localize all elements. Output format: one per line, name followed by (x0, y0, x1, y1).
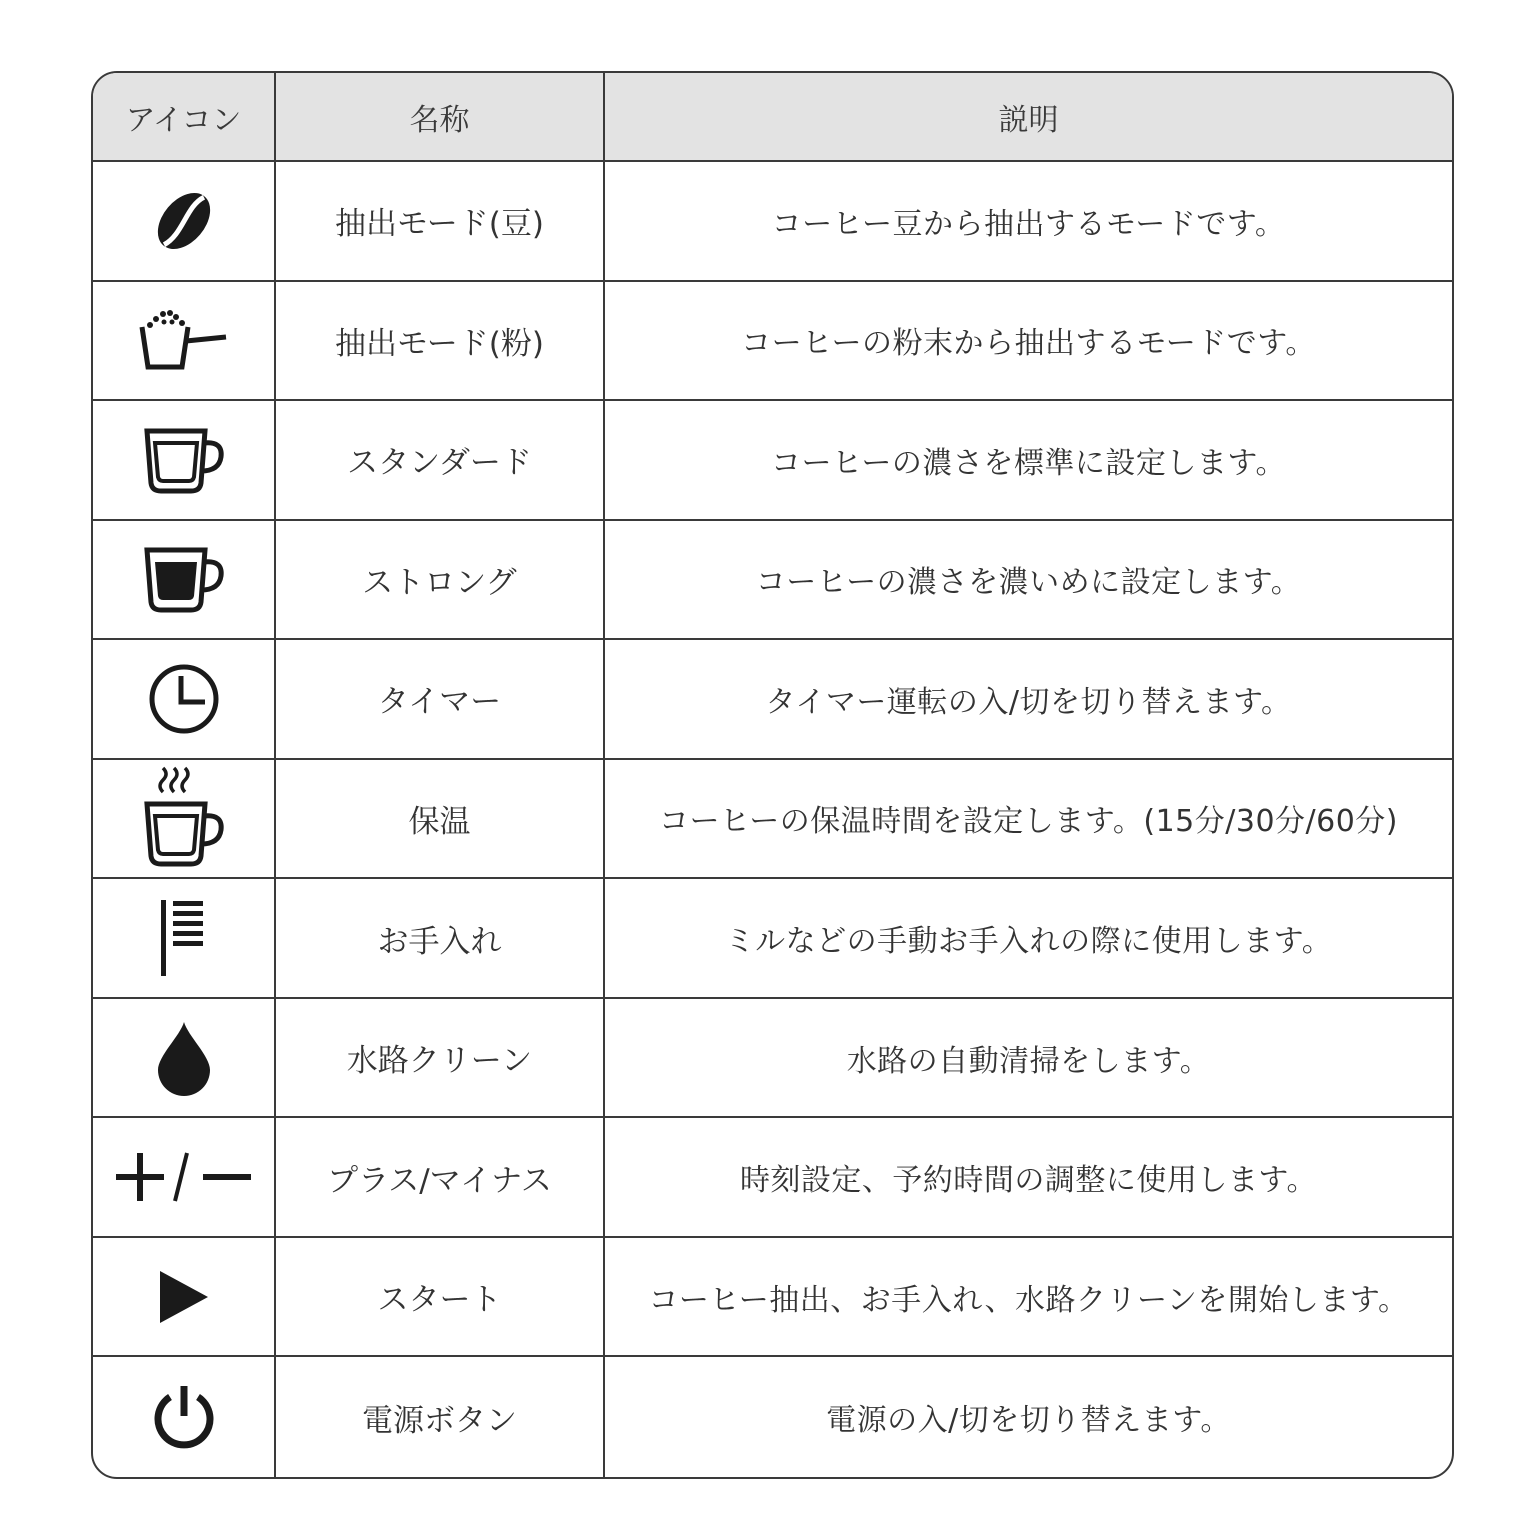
row-name: プラス/マイナス (276, 1118, 605, 1238)
row-description: コーヒーの濃さを濃いめに設定します。 (605, 521, 1452, 641)
row-name: お手入れ (276, 879, 605, 999)
row-description: タイマー運転の入/切を切り替えます。 (605, 640, 1452, 760)
row-description: ミルなどの手動お手入れの際に使用します。 (605, 879, 1452, 999)
steaming-cup-icon (93, 760, 276, 880)
row-description: コーヒー抽出、お手入れ、水路クリーンを開始します。 (605, 1238, 1452, 1358)
header-icon: アイコン (93, 73, 276, 162)
ground-coffee-icon (93, 282, 276, 402)
icon-legend-table (91, 71, 1454, 1479)
brush-icon (93, 879, 276, 999)
water-drop-icon (93, 999, 276, 1119)
row-description: コーヒーの保温時間を設定します。(15分/30分/60分) (605, 760, 1452, 880)
header-description: 説明 (605, 73, 1452, 162)
row-name: ストロング (276, 521, 605, 641)
row-description: 電源の入/切を切り替えます。 (826, 1403, 1231, 1439)
row-description: 水路の自動清掃をします。 (605, 999, 1452, 1119)
row-name: タイマー (276, 640, 605, 760)
header-name: 名称 (276, 73, 605, 162)
row-name: スタンダード (276, 401, 605, 521)
power-icon (93, 1357, 276, 1477)
row-description: 時刻設定、予約時間の調整に使用します。 (605, 1118, 1452, 1238)
play-icon (93, 1238, 276, 1358)
clock-icon (93, 640, 276, 760)
coffee-bean-icon (93, 162, 276, 282)
row-name: 抽出モード(豆) (276, 162, 605, 282)
row-name: スタート (276, 1238, 605, 1358)
row-name: 保温 (276, 760, 605, 880)
cup-outline-icon (93, 401, 276, 521)
row-description: コーヒーの粉末から抽出するモードです。 (605, 282, 1452, 402)
row-description: コーヒー豆から抽出するモードです。 (605, 162, 1452, 282)
plus-minus-icon (93, 1118, 276, 1238)
row-description: コーヒーの濃さを標準に設定します。 (605, 401, 1452, 521)
cup-filled-icon (93, 521, 276, 641)
row-name: 抽出モード(粉) (276, 282, 605, 402)
row-name: 電源ボタン (276, 1357, 605, 1477)
row-name: 水路クリーン (276, 999, 605, 1119)
